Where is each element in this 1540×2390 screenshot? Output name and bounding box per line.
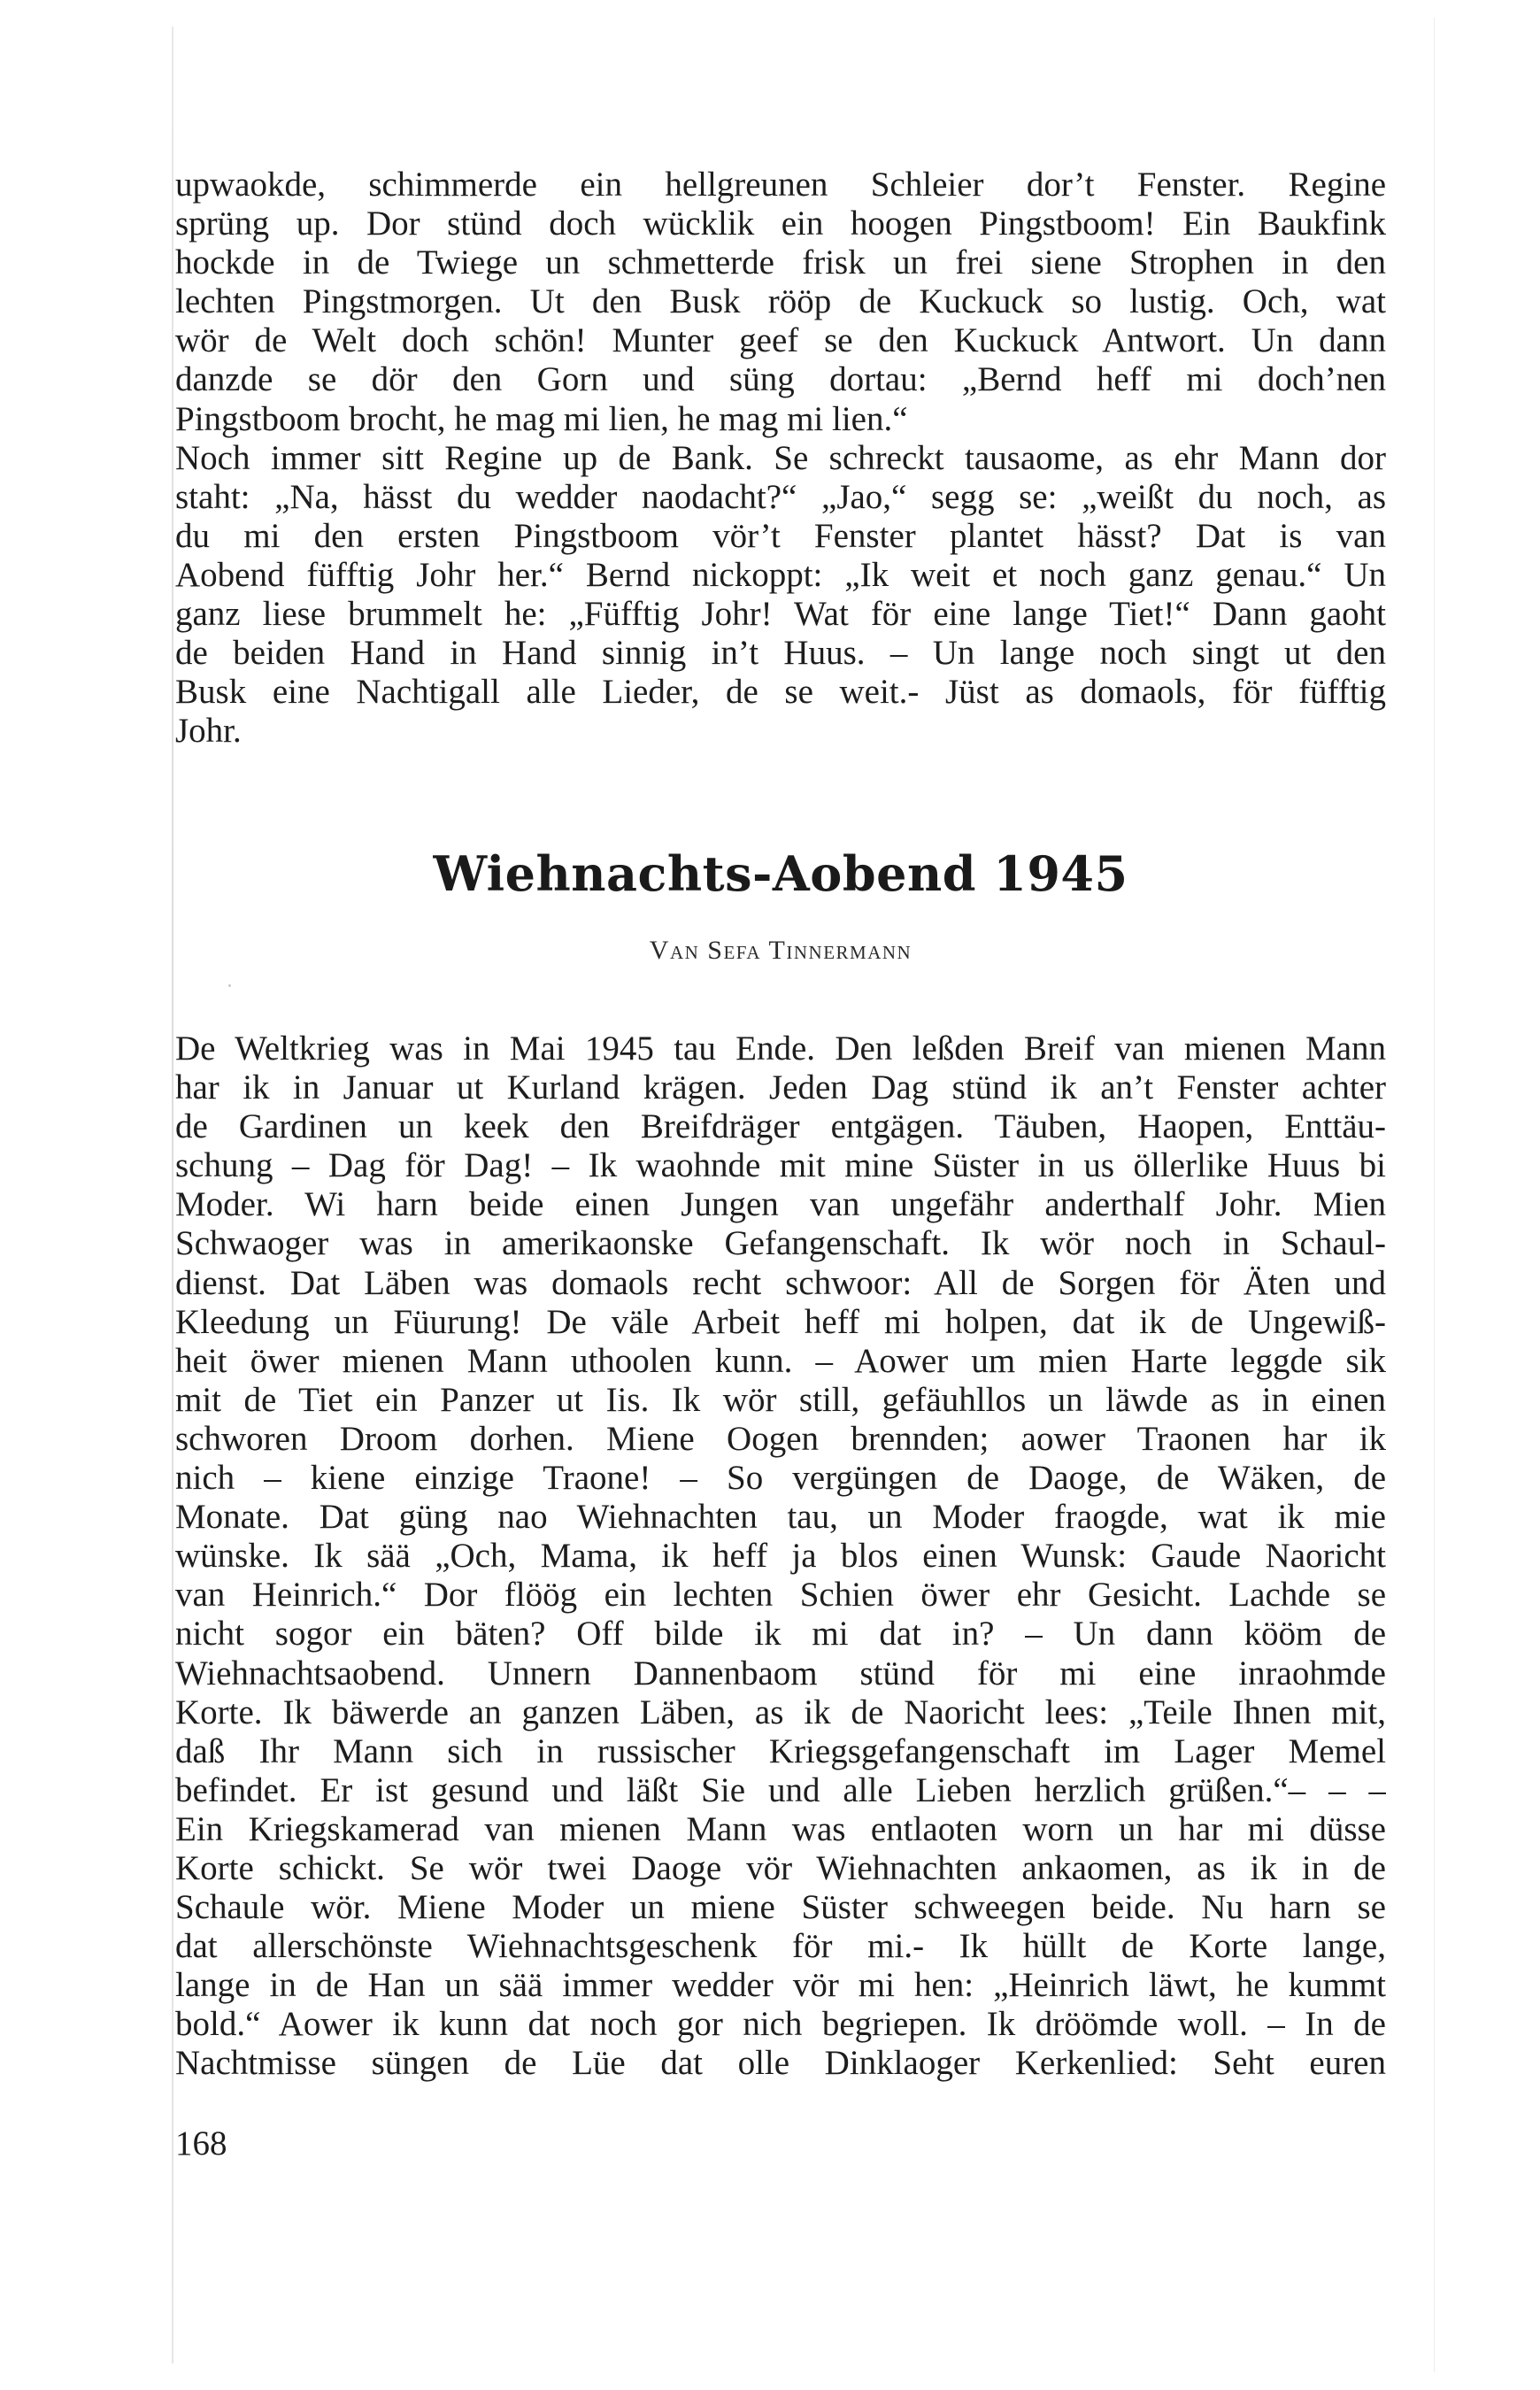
text-line: Ein Kriegskamerad van mienen Mann was entlaoten worn un har mi düsse (175, 1809, 1386, 1848)
text-line: wör de Welt doch schön! Munter geef se den Kuckuck Antwort. Un dann (175, 321, 1386, 360)
text-line: Schwaoger was in amerikaonske Gefangenschaft. Ik wör noch in Schaul- (175, 1224, 1386, 1263)
previous-story-ending (175, 166, 1386, 751)
page-gutter-shadow (172, 27, 173, 2363)
text-line: heit öwer mienen Mann uthoolen kunn. – Aower um mien Harte leggde sik (175, 1341, 1386, 1380)
text-line: Wiehnachtsaobend. Unnern Dannenbaom stünd för mi eine inraohmde (175, 1654, 1386, 1692)
text-line: Busk eine Nachtigall alle Lieder, de se weit.- Jüst as domaols, för füfftig (175, 673, 1386, 712)
text-line: Aobend füfftig Johr her.“ Bernd nickoppt: „Ik weit et noch ganz genau.“ Un (175, 555, 1386, 594)
story-body (175, 1029, 1386, 2084)
text-line: Pingstboom brocht, he mag mi lien, he mag mi lien.“ (175, 399, 908, 438)
text-line: schworen Droom dorhen. Miene Oogen brennden; aower Traonen har ik (175, 1419, 1386, 1458)
text-line: nicht sogor ein bäten? Off bilde ik mi dat in? – Un dann kööm de (175, 1615, 1386, 1654)
text-line: har ik in Januar ut Kurland krägen. Jeden Dag stünd ik an’t Fenster achter (175, 1068, 1386, 1107)
text-line: upwaokde, schimmerde ein hellgreunen Schleier dor’t Fenster. Regine (175, 166, 1386, 204)
text-line: Schaule wör. Miene Moder un miene Süster schweegen beide. Nu harn se (175, 1888, 1386, 1927)
text-line: sprüng up. Dor stünd doch wücklik ein hoogen Pingstboom! Ein Baukfink (175, 204, 1386, 243)
text-line: dienst. Dat Läben was domaols recht schwoor: All de Sorgen för Äten und (175, 1263, 1386, 1302)
text-line: lange in de Han un sää immer wedder vör mi hen: „Heinrich läwt, he kummt (175, 1966, 1386, 2005)
text-line: daß Ihr Mann sich in russischer Kriegsgefangenschaft im Lager Memel (175, 1731, 1386, 1770)
text-line: befindet. Er ist gesund und läßt Sie und alle Lieben herzlich grüßen.“– – – (175, 1770, 1386, 1809)
text-line: de Gardinen un keek den Breifdräger entgägen. Täuben, Haopen, Enttäu- (175, 1107, 1386, 1146)
text-line: Monate. Dat güng nao Wiehnachten tau, un Moder fraogde, wat ik mie (175, 1498, 1386, 1537)
text-line: Noch immer sitt Regine up de Bank. Se schreckt tausaome, as ehr Mann dor (175, 438, 1386, 477)
text-line: danzde se dör den Gorn und süng dortau: „Bernd heff mi doch’nen (175, 360, 1386, 399)
text-line: Korte. Ik bäwerde an ganzen Läben, as ik de Naoricht lees: „Teile Ihnen mit, (175, 1692, 1386, 1731)
text-line: wünske. Ik sää „Och, Mama, ik heff ja blos einen Wunsk: Gaude Naoricht (175, 1537, 1386, 1576)
page-number: 168 (175, 2124, 227, 2163)
text-line: Kleedung un Füurung! De väle Arbeit heff mi holpen, dat ik de Ungewiß- (175, 1302, 1386, 1341)
text-line: staht: „Na, hässt du wedder naodacht?“ „Jao,“ segg se: „weißt du noch, as (175, 477, 1386, 516)
text-line: nich – kiene einzige Traone! – So vergüngen de Daoge, de Wäken, de (175, 1459, 1386, 1498)
story-title: Wiehnachts-Aobend 1945 (433, 845, 1128, 902)
text-line: hockde in de Twiege un schmetterde frisk un frei siene Strophen in den (175, 243, 1386, 282)
text-line: Korte schickt. Se wör twei Daoge vör Wiehnachten ankaomen, as ik in de (175, 1848, 1386, 1887)
text-line: de beiden Hand in Hand sinnig in’t Huus. – Un lange noch singt ut den (175, 634, 1386, 673)
text-line: lechten Pingstmorgen. Ut den Busk rööp de Kuckuck so lustig. Och, wat (175, 282, 1386, 321)
paper-speck (228, 984, 231, 987)
text-line: Moder. Wi harn beide einen Jungen van ungefähr anderthalf Johr. Mien (175, 1185, 1386, 1224)
story-author: Van Sefa Tinnermann (649, 936, 912, 965)
text-line: schung – Dag för Dag! – Ik waohnde mit mine Süster in us öllerlike Huus bi (175, 1146, 1386, 1185)
text-line: mit de Tiet ein Panzer ut Iis. Ik wör still, gefäuhllos un läwde as in einen (175, 1380, 1386, 1419)
text-line: van Heinrich.“ Dor flöög ein lechten Schien öwer ehr Gesicht. Lachde se (175, 1576, 1386, 1615)
text-line: dat allerschönste Wiehnachtsgeschenk för mi.- Ik hüllt de Korte lange, (175, 1927, 1386, 1966)
text-line: bold.“ Aower ik kunn dat noch gor nich begriepen. Ik dröömde woll. – In de (175, 2005, 1386, 2044)
text-line: du mi den ersten Pingstboom vör’t Fenster plantet hässt? Dat is van (175, 516, 1386, 555)
page-edge-shadow (1434, 18, 1435, 2372)
text-line: Nachtmisse süngen de Lüe dat olle Dinklaoger Kerkenlied: Seht euren (175, 2044, 1386, 2083)
text-line: Johr. (175, 712, 242, 751)
text-line: ganz liese brummelt he: „Füfftig Johr! Wat för eine lange Tiet!“ Dann gaoht (175, 595, 1386, 634)
text-line: De Weltkrieg was in Mai 1945 tau Ende. Den leßden Breif van mienen Mann (175, 1029, 1386, 1068)
